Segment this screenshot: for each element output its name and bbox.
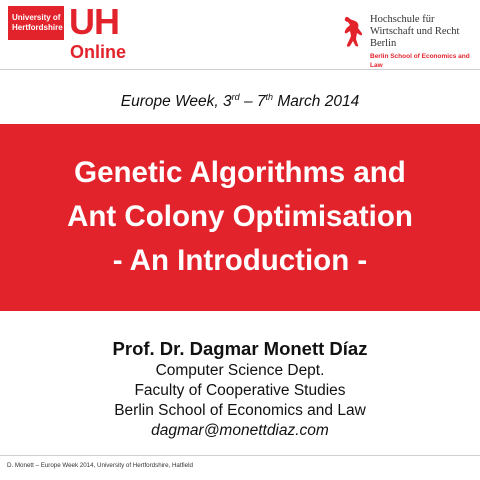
hwr-logo-line3: Berlin School of Economics and Law <box>370 53 470 69</box>
hwr-logo-text <box>370 14 478 70</box>
author-name: Prof. Dr. Dagmar Monett Díaz <box>112 338 368 359</box>
uh-logo-line2: Hertfordshire <box>12 23 63 32</box>
title-line-2: Ant Colony Optimisation <box>67 200 413 233</box>
author-email: dagmar@monettdiaz.com <box>151 422 329 439</box>
author-dept: Computer Science Dept. <box>155 362 325 379</box>
uh-logo-line1: University of <box>12 13 61 22</box>
event-end-suffix: th <box>265 92 274 102</box>
author-faculty: Faculty of Cooperative Studies <box>134 382 346 399</box>
uh-logo-box <box>8 6 64 40</box>
event-line <box>0 92 480 111</box>
hwr-logo <box>342 14 478 69</box>
uh-online-logo <box>8 1 128 64</box>
footer-divider <box>0 455 480 456</box>
event-start-suffix: rd <box>231 92 240 102</box>
event-dash: – 7 <box>239 93 266 111</box>
event-prefix: Europe Week, 3 <box>120 93 232 111</box>
uh-logo-online: Online <box>70 42 127 62</box>
berlin-bear-icon <box>342 16 364 48</box>
event-month: March 2014 <box>273 93 360 111</box>
slide-title <box>0 151 480 283</box>
title-banner <box>0 124 480 311</box>
hwr-logo-line2: Wirtschaft und Recht Berlin <box>370 26 460 49</box>
hwr-logo-line1: Hochschule für <box>370 14 435 25</box>
author-school: Berlin School of Economics and Law <box>114 402 366 419</box>
slide-header <box>0 0 480 70</box>
title-line-3: - An Introduction - <box>112 244 368 277</box>
header-divider <box>0 69 480 70</box>
title-line-1: Genetic Algorithms and <box>74 156 406 189</box>
uh-logo-letters: UH <box>69 1 119 42</box>
author-block <box>0 337 480 441</box>
slide-footer: D. Monett – Europe Week 2014, University of Hertfordshire, Hatfield <box>7 462 193 469</box>
